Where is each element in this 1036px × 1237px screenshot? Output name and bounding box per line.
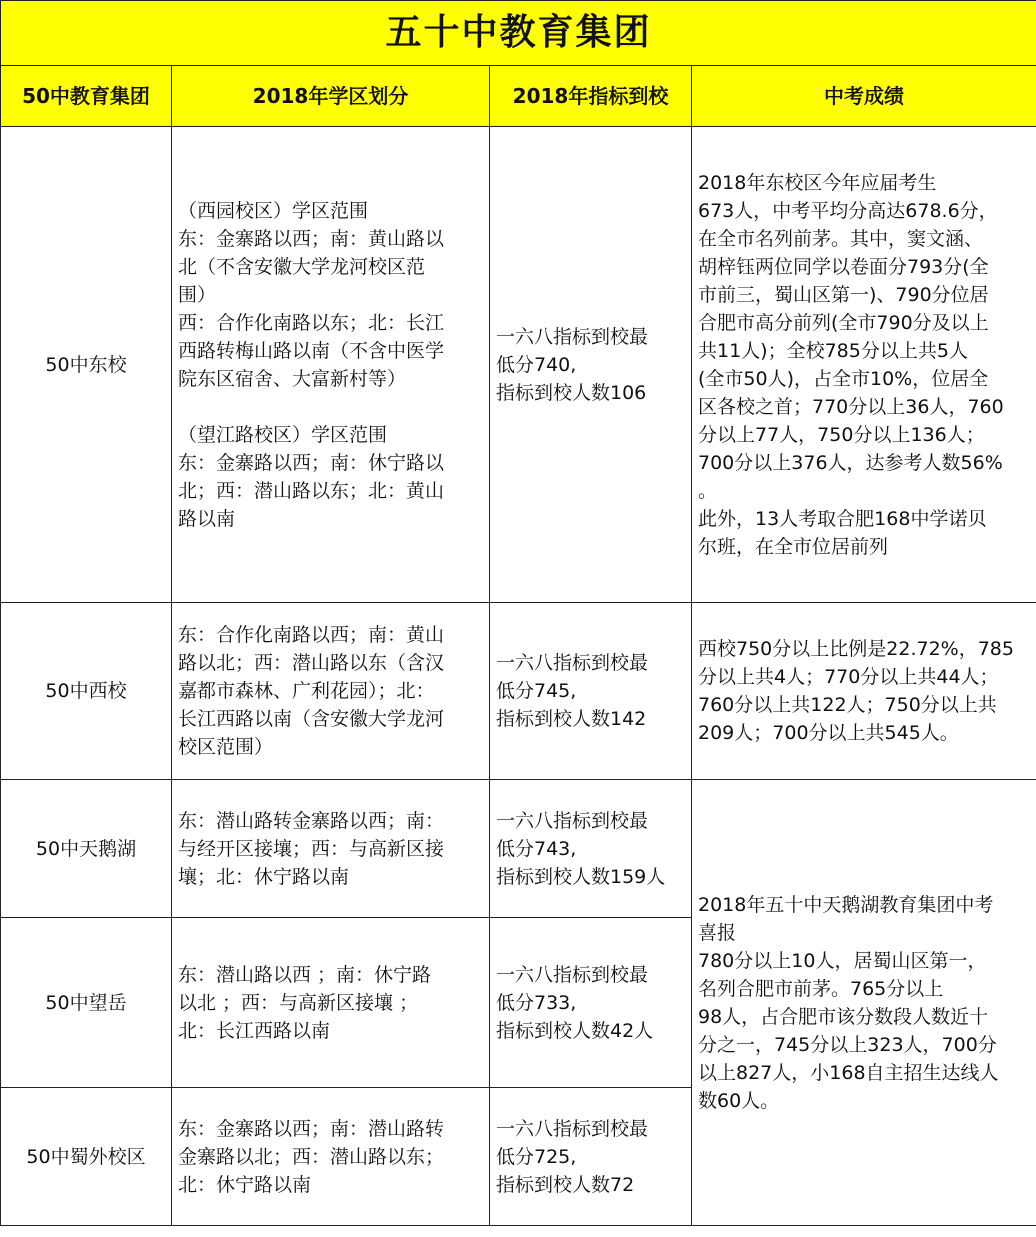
table-title: 五十中教育集团 — [1, 1, 1036, 66]
school-name: 50中天鹅湖 — [1, 780, 172, 918]
header-results: 中考成绩 — [692, 66, 1036, 127]
quota-cell: 一六八指标到校最 低分725, 指标到校人数72 — [490, 1088, 692, 1226]
district-cell: 东：潜山路以西 ；南：休宁路 以北 ；西：与高新区接壤 ； 北：长江西路以南 — [172, 918, 490, 1088]
results-cell: 2018年东校区今年应届考生 673人，中考平均分高达678.6分， 在全市名列前茅。其中，窦文涵、 胡梓钰两位同学以卷面分793分(全 市前三，蜀山区第一)、790分位居 合肥市高分前列(全市790分及以上 共11人)；全校785分以上共5人 (全市50人)，占全市10%，位居全 区各校之首；770分以上36人，760 分以上77人，750分以上136人； 700分以上376人，达参考人数56% 。 此外，13人考取合肥168中学诺贝 尔班，在全市位居前列 — [692, 127, 1036, 603]
header-quota: 2018年指标到校 — [490, 66, 692, 127]
district-cell: （西园校区）学区范围 东：金寨路以西；南：黄山路以 北（不含安徽大学龙河校区范 围） 西：合作化南路以东；北：长江 西路转梅山路以南（不含中医学 院东区宿舍、大富新村等） （望江路校区）学区范围 东：金寨路以西；南：休宁路以 北；西：潜山路以东；北：黄山 路以南 — [172, 127, 490, 603]
school-name: 50中西校 — [1, 603, 172, 780]
school-name: 50中东校 — [1, 127, 172, 603]
results-cell: 西校750分以上比例是22.72%，785 分以上共4人；770分以上共44人； 760分以上共122人；750分以上共 209人；700分以上共545人。 — [692, 603, 1036, 780]
table-row — [1, 127, 1036, 603]
quota-cell: 一六八指标到校最 低分733, 指标到校人数42人 — [490, 918, 692, 1088]
table-row — [1, 780, 1036, 918]
district-cell: 东：潜山路转金寨路以西；南： 与经开区接壤；西：与高新区接 壤；北：休宁路以南 — [172, 780, 490, 918]
header-district: 2018年学区划分 — [172, 66, 490, 127]
header-row — [1, 66, 1036, 127]
quota-cell: 一六八指标到校最 低分745, 指标到校人数142 — [490, 603, 692, 780]
district-cell: 东：金寨路以西；南：潜山路转 金寨路以北；西：潜山路以东； 北：休宁路以南 — [172, 1088, 490, 1226]
district-cell: 东：合作化南路以西；南：黄山 路以北；西：潜山路以东（含汉 嘉都市森林、广利花园）；北： 长江西路以南（含安徽大学龙河 校区范围） — [172, 603, 490, 780]
school-name: 50中蜀外校区 — [1, 1088, 172, 1226]
header-group: 50中教育集团 — [1, 66, 172, 127]
merged-results-cell: 2018年五十中天鹅湖教育集团中考 喜报 780分以上10人，居蜀山区第一， 名列合肥市前茅。765分以上 98人，占合肥市该分数段人数近十 分之一，745分以上323人，700分 以上827人，小168自主招生达线人 数60人。 — [692, 780, 1036, 1226]
school-name: 50中望岳 — [1, 918, 172, 1088]
quota-cell: 一六八指标到校最 低分740, 指标到校人数106 — [490, 127, 692, 603]
table-row — [1, 603, 1036, 780]
quota-cell: 一六八指标到校最 低分743, 指标到校人数159人 — [490, 780, 692, 918]
